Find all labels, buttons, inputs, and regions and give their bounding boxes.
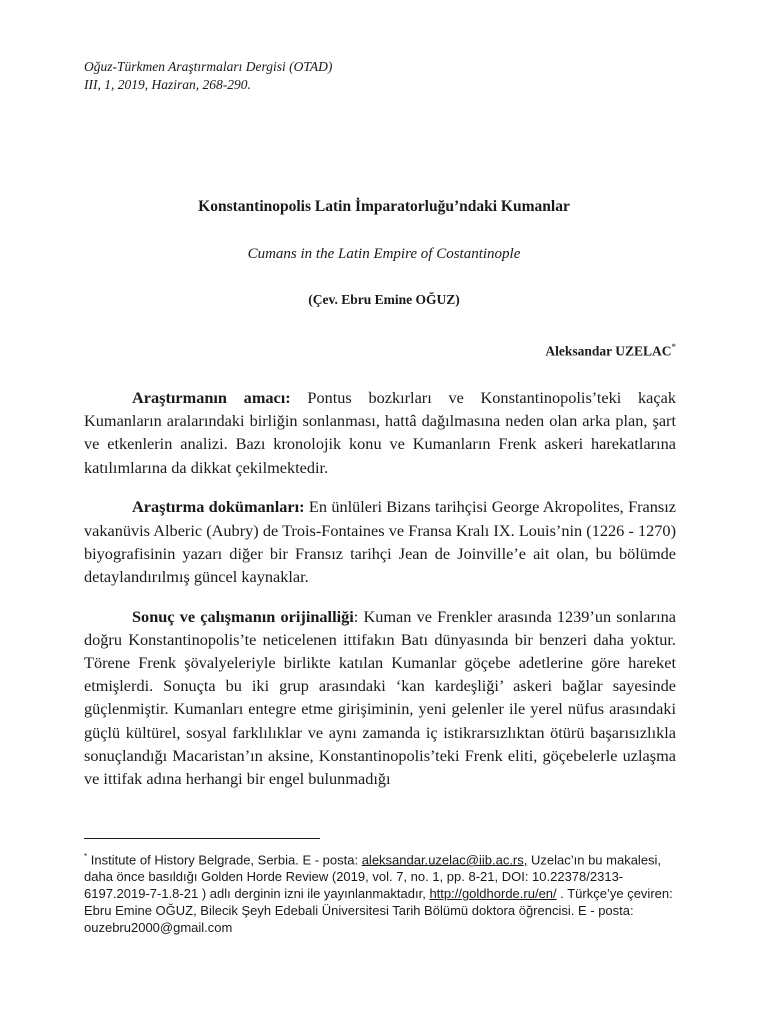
journal-name: Oğuz-Türkmen Araştırmaları Dergisi (OTAD) bbox=[84, 59, 333, 74]
paragraph-text: Pontus bozkırları ve Konstantinopolis’teki kaçak Kumanların aralarındaki birliğin sonlanması, hattâ dağılmasına neden olan arka plan, şart ve etkenlerin analizi. Bazı kronolojik konu ve Kumanların Frenk askeri harekatlarına katılımlarına da dikkat çekilmektedir. bbox=[84, 388, 676, 477]
article-subtitle: Cumans in the Latin Empire of Costantinople bbox=[247, 246, 521, 262]
footnote-divider bbox=[84, 838, 320, 839]
paragraph-text: En ünlüleri Bizans tarihçisi George Akropolites, Fransız vakanüvis Alberic (Aubry) de Trois-Fontaines ve Fransa Kralı IX. Louis’nin (1226 - 1270) biyografisinin yazarı diğer bir Fransız tarihçi Jean de Joinville’e ait olan, bu bölümde detaylandırılmış güncel kaynaklar. bbox=[84, 497, 676, 586]
footnote-text: Uzelac’ın bu makalesi, daha önce basıldığı Golden Horde Review (2019, vol. 7, no. 1, pp. 8-21, DOI: 10.22378/2313-6197.2019-7-1.8-21 ) adlı derginin izni ile yayınlanmaktadır, bbox=[84, 852, 662, 902]
paragraph-text: : Kuman ve Frenkler arasında 1239’un sonlarına doğru Konstantinopolis’te neticelenen ittifakın Batı dünyasında bir benzeri daha yoktur. Törene Frenk şövalyeleriyle birlikte katılan Kumanlar göçebe adetlerine göre hareket etmişlerdi. Sonuçta bu iki grup arasındaki ‘kan kardeşliği’ askeri bağlar sayesinde güçlenmiştir. Kumanları entegre etme girişiminin, yeni gelenler ile yerel nüfus arasındaki güçlü kültürel, sosyal farklılıklar ve aynı zamanda iç istikrarsızlıktan ötürü başarısızlıkla sonuçlandığı Macaristan’ın aksine, Konstantinopolis’teki Frenk eliti, göçebelerle uzlaşma ve ittifak adına herhangi bir engel bulunmadığı bbox=[84, 606, 676, 789]
footnote bbox=[84, 848, 676, 936]
abstract-paragraph-conclusion bbox=[84, 605, 676, 791]
translator-credit: (Çev. Ebru Emine OĞUZ) bbox=[308, 292, 460, 307]
abstract-paragraph-documents bbox=[84, 495, 676, 588]
journal-issue: III, 1, 2019, Haziran, 268-290. bbox=[84, 77, 251, 92]
footnote-text: . Türkçe’ye çeviren: Ebru Emine OĞUZ, Bilecik Şeyh Edebali Üniversitesi Tarih Bölümü doktora öğrencisi. E - posta: ouzebru2000@gmail.com bbox=[84, 886, 673, 936]
author-email-link[interactable]: aleksandar.uzelac@iib.ac.rs, bbox=[361, 852, 528, 868]
paragraph-heading: Araştırmanın amacı: bbox=[132, 388, 291, 407]
journal-header bbox=[84, 58, 332, 94]
paragraph-heading: Sonuç ve çalışmanın orijinalliği bbox=[132, 606, 354, 626]
abstract-paragraph-purpose bbox=[84, 386, 676, 479]
author-name bbox=[545, 342, 676, 360]
author-name-text: Aleksandar UZELAC bbox=[545, 343, 672, 359]
author-footnote-mark: * bbox=[671, 342, 676, 352]
footnote-text: Institute of History Belgrade, Serbia. E - posta: bbox=[87, 852, 362, 868]
journal-url-link[interactable]: http://goldhorde.ru/en/ bbox=[429, 886, 557, 902]
abstract-body bbox=[84, 386, 676, 807]
footnote-mark: * bbox=[84, 852, 88, 861]
paragraph-heading: Araştırma dokümanları: bbox=[132, 497, 305, 517]
article-title: Konstantinopolis Latin İmparatorluğu’ndaki Kumanlar bbox=[198, 198, 570, 215]
